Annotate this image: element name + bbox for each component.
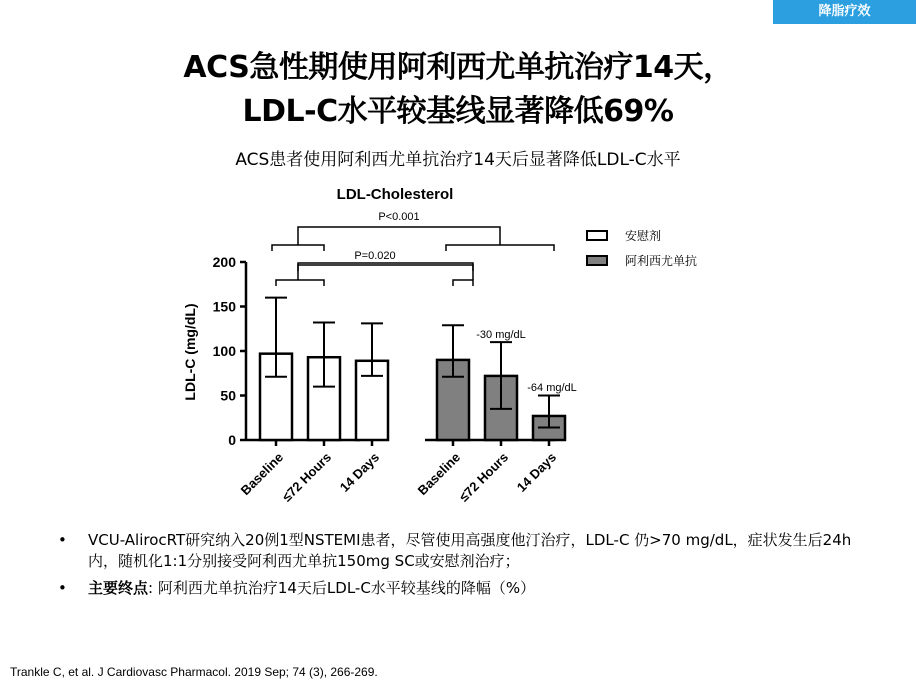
x-tick-label: Baseline [237,449,287,498]
bullet-text: : 阿利西尤单抗治疗14天后LDL-C水平较基线的降幅（%） [148,579,536,597]
x-tick-label: ≤72 Hours [279,449,335,505]
page-title-line1: ACS急性期使用阿利西尤单抗治疗14天， [183,50,733,85]
y-tick-label: 100 [212,343,236,359]
y-tick-label: 150 [212,298,236,315]
x-tick-label: ≤72 Hours [456,449,512,505]
x-tick-label: 14 Days [336,449,383,495]
page-title-line2: LDL-C水平较基线显著降低69% [242,94,674,129]
bracket [453,280,473,286]
bracket [298,265,473,271]
y-tick-label: 50 [220,387,236,404]
p-value-2: P=0.020 [354,250,396,262]
y-tick-label: 0 [228,432,236,448]
bracket [276,280,324,286]
ldl-bar-chart [170,180,730,510]
bullet-text: VCU-AlirocRT研究纳入20例1型NSTEMI患者，尽管使用高强度他汀治疗，LDL-C 仍>70 mg/dL，症状发生后24h内，随机化1:1分别接受阿利西尤单抗150mg SC或安慰剂治疗； [88,531,852,570]
bullet-bold-label: 主要终点 [88,579,149,597]
x-tick-label: Baseline [414,449,464,498]
chart-title: LDL-Cholesterol [336,186,454,203]
bracket-p1 [298,227,500,245]
legend-label: 安慰剂 [625,229,662,243]
bullet-item [58,530,878,572]
legend-label: 阿利西尤单抗 [625,254,698,268]
bullet-list [58,530,878,605]
bracket [446,245,554,251]
legend-swatch [587,231,607,240]
delta-label-2: -64 mg/dL [527,382,577,394]
reference-citation: Trankle C, et al. J Cardiovasc Pharmacol. 2019 Sep; 74 (3), 266-269. [10,665,378,679]
chart-subtitle: ACS患者使用阿利西尤单抗治疗14天后显著降低LDL-C水平 [235,150,681,170]
bullet-dot: • [58,579,67,597]
y-axis-label: LDL-C (mg/dL) [182,303,198,401]
legend-swatch [587,256,607,265]
y-tick-label: 200 [212,254,236,270]
bullet-item [58,578,878,599]
bullet-dot: • [58,531,67,549]
x-tick-label: 14 Days [513,449,560,495]
legend [587,228,697,268]
section-badge: 降脂疗效 [773,0,916,24]
bracket [272,245,324,251]
delta-label-1: -30 mg/dL [476,329,526,341]
p-value-1: P<0.001 [378,211,420,223]
